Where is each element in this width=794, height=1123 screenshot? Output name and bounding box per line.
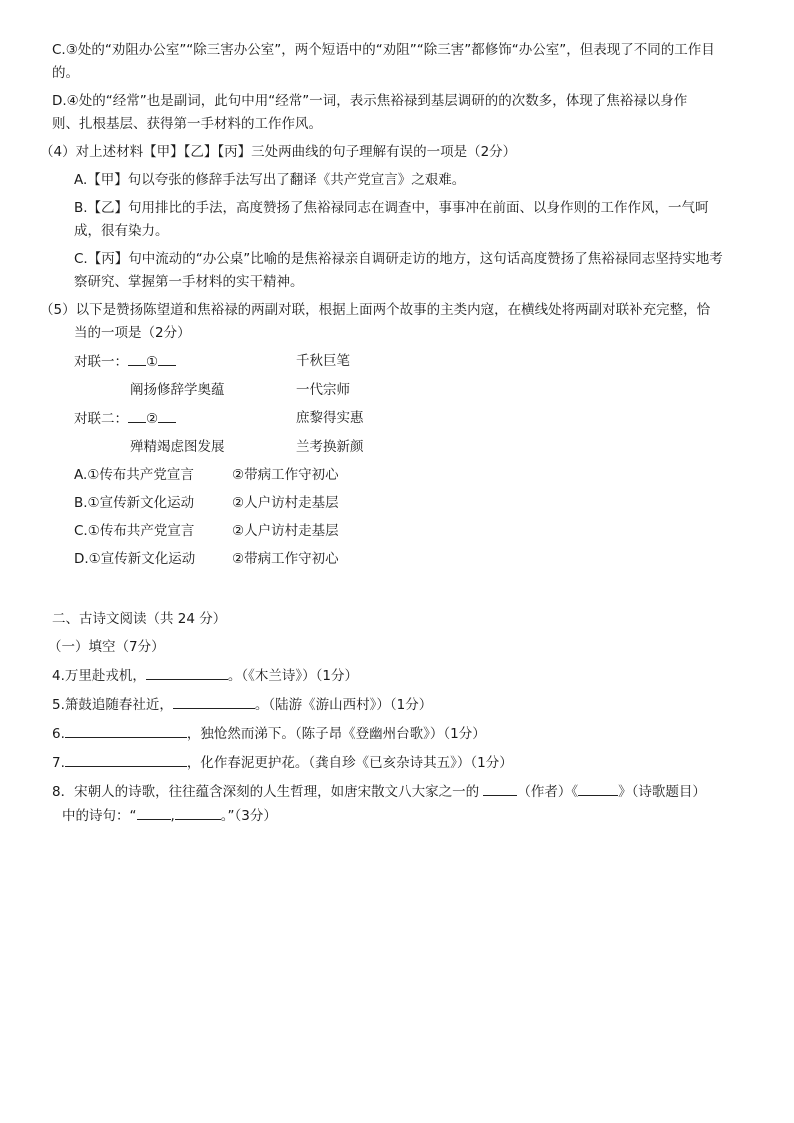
section-2-subtitle: （一）填空（7分） — [48, 639, 165, 655]
fill-q5-pre: 5.箫鼓追随春社近， — [52, 697, 173, 713]
q4-option-a: A.【甲】句以夸张的修辞手法写出了翻译《共产党宣言》之艰难。 — [74, 172, 466, 188]
fill-q5-blank[interactable] — [173, 694, 255, 709]
fill-q8-title-blank[interactable] — [578, 781, 618, 796]
fill-q8-author-blank[interactable] — [483, 781, 517, 796]
q5-option-c — [52, 521, 754, 541]
q5-option-d-part1: D.①宣传新文化运动 — [74, 551, 196, 567]
fill-q7 — [52, 752, 754, 773]
couplet-2-right2: 兰考换新颜 — [296, 439, 364, 455]
couplet-1-label: 对联一： — [74, 354, 128, 370]
fill-q7-post: ，化作春泥更护花。（龚自珍《已亥杂诗其五》）（1分） — [186, 755, 513, 771]
fill-q6-blank[interactable] — [65, 723, 187, 738]
fill-q4-pre: 4.万里赴戎机， — [52, 668, 146, 684]
q4-option-c-line1: C.【丙】句中流动的“办公桌”比喻的是焦裕禄亲自调研走访的地方，这句话高度赞扬了焦裕禄同志坚持实地考 — [74, 251, 723, 267]
q3-option-d-line1: D.④处的“经常”也是副词，此句中用“经常”一词，表示焦裕禄到基层调研的的次数多，体现了焦裕禄以身作 — [52, 93, 688, 109]
q5-option-c-part2: ②人户访村走基层 — [232, 523, 339, 539]
fill-q5-post: 。（陆游《游山西村》）（1分） — [254, 697, 433, 713]
q5-option-a-part2: ②带病工作守初心 — [232, 467, 339, 483]
fill-q5 — [52, 694, 754, 715]
couplet-1-right2: 一代宗师 — [296, 382, 350, 398]
q3-option-d-line2: 则、扎根基层、获得第一手材料的工作作风。 — [52, 116, 322, 132]
q5-option-d-part2: ②带病工作守初心 — [232, 551, 339, 567]
fill-q8-verse-blank-2[interactable] — [175, 805, 221, 820]
q4-option-b-line2: 成，很有染力。 — [74, 223, 169, 239]
couplet-1-right1: 千秋巨笔 — [296, 353, 350, 369]
q3-option-c-line2: 的。 — [52, 65, 79, 81]
q5-stem-line2: 当的一项是（2分） — [74, 325, 191, 341]
couplet-2-label: 对联二： — [74, 411, 128, 427]
couplet-1-row1 — [52, 351, 754, 372]
fill-q4 — [52, 665, 754, 686]
q4-option-c-line2: 察研究、掌握第一手材料的实干精神。 — [74, 274, 304, 290]
couplet-2-right1: 庶黎得实惠 — [296, 410, 364, 426]
fill-q8-line1 — [52, 781, 754, 802]
q5-option-b-part1: B.①宣传新文化运动 — [74, 495, 195, 511]
couplet-1-row2 — [52, 380, 754, 400]
fill-q8-title-label: 》（诗歌题目） — [618, 784, 706, 800]
fill-q4-blank[interactable] — [146, 665, 228, 680]
q5-option-b-part2: ②人户访村走基层 — [232, 495, 339, 511]
fill-q8-score: 。”（3分） — [220, 808, 277, 824]
q5-option-c-part1: C.①传布共产党宣言 — [74, 523, 195, 539]
fill-q8-verse-blank-1[interactable] — [137, 805, 171, 820]
fill-q8-comma: , — [170, 808, 175, 824]
fill-q6-pre: 6. — [52, 726, 65, 742]
fill-q8-verse-label: 中的诗句：“ — [62, 808, 137, 824]
q4-stem: （4）对上述材料【甲】【乙】【丙】三处两曲线的句子理解有误的一项是（2分） — [40, 144, 517, 160]
couplet-2-left2: 殚精竭虑图发展 — [130, 439, 225, 455]
q5-option-b — [52, 493, 754, 513]
fill-q8-author-label: （作者）《 — [517, 784, 579, 800]
couplet-2-row2 — [52, 437, 754, 457]
fill-q8-line2 — [52, 805, 754, 826]
couplet-1-left2: 阐扬修辞学奥蕴 — [130, 382, 225, 398]
q3-option-c-line1: C.③处的“劝阻办公室”“除三害办公室”，两个短语中的“劝阻”“除三害”都修饰“办公室”，但表现了不同的工作目 — [52, 42, 715, 58]
q4-option-b-line1: B.【乙】句用排比的手法，高度赞扬了焦裕禄同志在调查中，事事冲在前面、以身作则的工作作风，一气呵 — [74, 200, 709, 216]
fill-q4-post: 。（《木兰诗》）（1分） — [227, 668, 358, 684]
couplet-2-blank-marker: ② — [146, 411, 159, 427]
couplet-2-row1 — [52, 408, 754, 429]
fill-q7-blank[interactable] — [65, 752, 187, 767]
fill-q7-pre: 7. — [52, 755, 65, 771]
fill-q6-post: ，独怆然而涕下。（陈子昂《登幽州台歌》）（1分） — [186, 726, 486, 742]
q5-option-a — [52, 465, 754, 485]
q5-option-a-part1: A.①传布共产党宣言 — [74, 467, 194, 483]
couplet-1-blank-marker: ① — [146, 354, 159, 370]
q5-option-d — [52, 549, 754, 569]
section-2-title: 二、古诗文阅读（共 24 分） — [52, 611, 227, 627]
fill-q6 — [52, 723, 754, 744]
fill-q8-intro: 8．宋朝人的诗歌，往往蕴含深刻的人生哲理，如唐宋散文八大家之一的 — [52, 784, 484, 800]
q5-stem-line1: （5）以下是赞扬陈望道和焦裕禄的两副对联，根据上面两个故事的主类内寇，在横线处将两副对联补充完整，恰 — [40, 302, 711, 318]
